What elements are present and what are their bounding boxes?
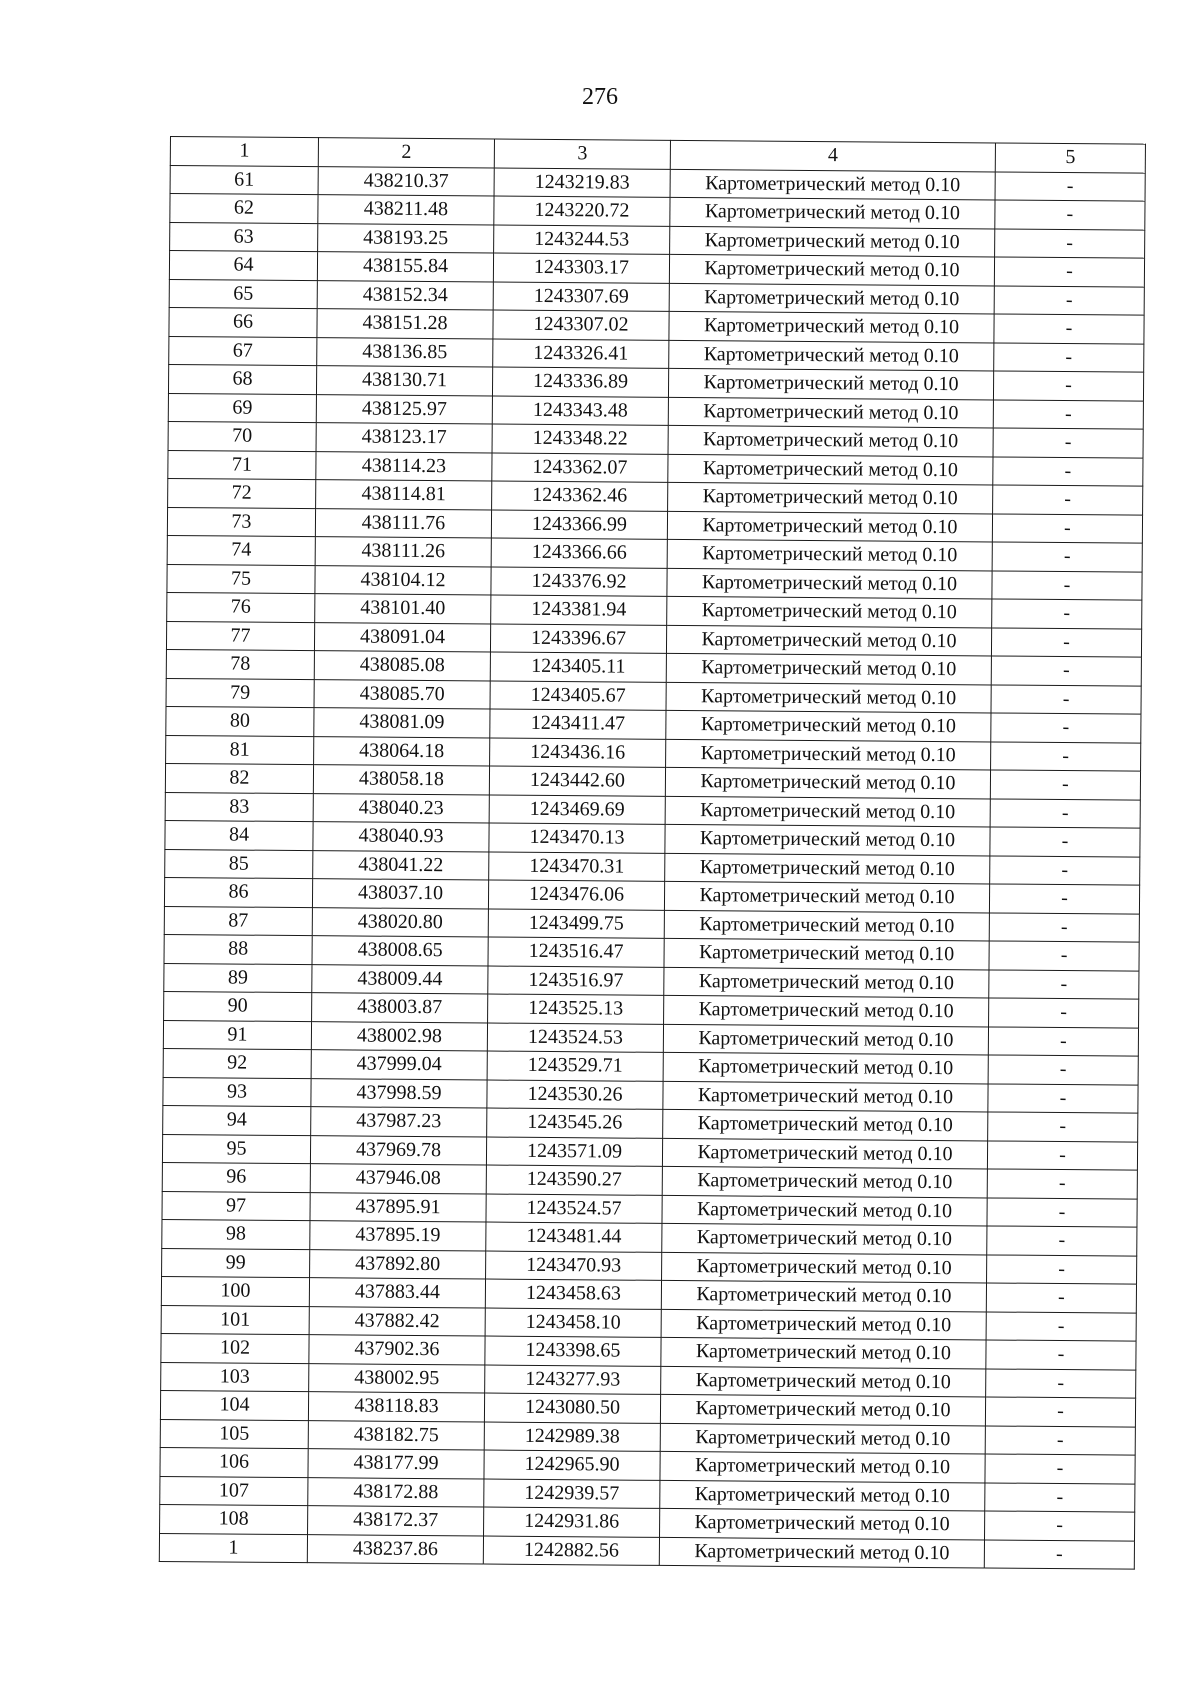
point-number-cell: 63 — [170, 222, 318, 252]
point-number-cell: 82 — [165, 763, 313, 793]
method-cell: Картометрический метод 0.10 — [661, 1337, 986, 1368]
method-cell: Картометрический метод 0.10 — [668, 454, 993, 485]
note-cell: - — [987, 1140, 1137, 1170]
method-cell: Картометрический метод 0.10 — [666, 710, 991, 741]
point-number-cell: 98 — [162, 1219, 310, 1249]
note-cell: - — [995, 200, 1145, 230]
x-coordinate-cell: 438037.10 — [312, 879, 488, 909]
y-coordinate-cell: 1243499.75 — [488, 909, 664, 939]
point-number-cell: 79 — [166, 678, 314, 708]
note-cell: - — [986, 1368, 1136, 1398]
y-coordinate-cell: 1243530.26 — [487, 1080, 663, 1110]
method-cell: Картометрический метод 0.10 — [668, 368, 993, 399]
method-cell: Картометрический метод 0.10 — [660, 1451, 985, 1482]
point-number-cell: 108 — [160, 1504, 308, 1534]
x-coordinate-cell: 438118.83 — [308, 1392, 484, 1422]
y-coordinate-cell: 1243516.97 — [488, 966, 664, 996]
note-cell: - — [989, 884, 1139, 914]
point-number-cell: 78 — [166, 649, 314, 679]
point-number-cell: 91 — [163, 1020, 311, 1050]
table-body — [159, 165, 1145, 1569]
x-coordinate-cell: 438008.65 — [312, 936, 488, 966]
point-number-cell: 80 — [166, 706, 314, 736]
point-number-cell: 67 — [169, 336, 317, 366]
method-cell: Картометрический метод 0.10 — [667, 511, 992, 542]
header-cell: 3 — [494, 139, 670, 169]
method-cell: Картометрический метод 0.10 — [666, 625, 991, 656]
x-coordinate-cell: 438104.12 — [315, 565, 491, 595]
header-cell: 1 — [170, 137, 318, 167]
x-coordinate-cell: 437902.36 — [309, 1335, 485, 1365]
method-cell: Картометрический метод 0.10 — [662, 1195, 987, 1226]
y-coordinate-cell: 1243303.17 — [493, 253, 669, 283]
method-cell: Картометрический метод 0.10 — [662, 1138, 987, 1169]
x-coordinate-cell: 438193.25 — [318, 223, 494, 253]
note-cell: - — [988, 1055, 1138, 1085]
point-number-cell: 71 — [168, 450, 316, 480]
method-cell: Картометрический метод 0.10 — [663, 1052, 988, 1083]
method-cell: Картометрический метод 0.10 — [663, 1109, 988, 1140]
y-coordinate-cell: 1243524.57 — [486, 1194, 662, 1224]
y-coordinate-cell: 1242965.90 — [484, 1450, 660, 1480]
y-coordinate-cell: 1243470.93 — [486, 1251, 662, 1281]
y-coordinate-cell: 1243277.93 — [485, 1365, 661, 1395]
note-cell: - — [993, 485, 1143, 515]
y-coordinate-cell: 1243442.60 — [489, 766, 665, 796]
y-coordinate-cell: 1243516.47 — [488, 937, 664, 967]
note-cell: - — [989, 941, 1139, 971]
method-cell: Картометрический метод 0.10 — [665, 824, 990, 855]
point-number-cell: 84 — [165, 820, 313, 850]
method-cell: Картометрический метод 0.10 — [661, 1309, 986, 1340]
y-coordinate-cell: 1243590.27 — [486, 1165, 662, 1195]
x-coordinate-cell: 438058.18 — [313, 765, 489, 795]
x-coordinate-cell: 438002.95 — [309, 1363, 485, 1393]
note-cell: - — [991, 627, 1141, 657]
method-cell: Картометрический метод 0.10 — [663, 1081, 988, 1112]
x-coordinate-cell: 438020.80 — [312, 907, 488, 937]
x-coordinate-cell: 438114.23 — [316, 451, 492, 481]
y-coordinate-cell: 1243545.26 — [487, 1108, 663, 1138]
y-coordinate-cell: 1243398.65 — [485, 1336, 661, 1366]
y-coordinate-cell: 1243436.16 — [490, 738, 666, 768]
y-coordinate-cell: 1243481.44 — [486, 1222, 662, 1252]
point-number-cell: 103 — [161, 1362, 309, 1392]
method-cell: Картометрический метод 0.10 — [664, 967, 989, 998]
header-cell: 4 — [670, 140, 995, 171]
method-cell: Картометрический метод 0.10 — [660, 1423, 985, 1454]
y-coordinate-cell: 1243220.72 — [494, 196, 670, 226]
point-number-cell: 105 — [160, 1419, 308, 1449]
x-coordinate-cell: 438009.44 — [312, 964, 488, 994]
x-coordinate-cell: 438064.18 — [314, 736, 490, 766]
y-coordinate-cell: 1243405.11 — [490, 652, 666, 682]
y-coordinate-cell: 1243469.69 — [489, 795, 665, 825]
point-number-cell: 66 — [169, 307, 317, 337]
y-coordinate-cell: 1243219.83 — [494, 168, 670, 198]
coordinates-table — [159, 136, 1146, 1570]
method-cell: Картометрический метод 0.10 — [665, 767, 990, 798]
note-cell: - — [987, 1254, 1137, 1284]
method-cell: Картометрический метод 0.10 — [661, 1366, 986, 1397]
x-coordinate-cell: 437895.19 — [310, 1221, 486, 1251]
note-cell: - — [985, 1454, 1135, 1484]
method-cell: Картометрический метод 0.10 — [660, 1480, 985, 1511]
method-cell: Картометрический метод 0.10 — [661, 1280, 986, 1311]
method-cell: Картометрический метод 0.10 — [662, 1223, 987, 1254]
x-coordinate-cell: 438177.99 — [308, 1449, 484, 1479]
note-cell: - — [990, 770, 1140, 800]
method-cell: Картометрический метод 0.10 — [660, 1394, 985, 1425]
method-cell: Картометрический метод 0.10 — [664, 881, 989, 912]
method-cell: Картометрический метод 0.10 — [663, 1024, 988, 1055]
note-cell: - — [994, 285, 1144, 315]
point-number-cell: 97 — [162, 1191, 310, 1221]
note-cell: - — [987, 1197, 1137, 1227]
y-coordinate-cell: 1243376.92 — [491, 567, 667, 597]
page-number: 276 — [582, 84, 618, 110]
point-number-cell: 73 — [167, 507, 315, 537]
method-cell: Картометрический метод 0.10 — [670, 169, 995, 200]
point-number-cell: 92 — [163, 1048, 311, 1078]
method-cell: Картометрический метод 0.10 — [664, 910, 989, 941]
y-coordinate-cell: 1243336.89 — [492, 367, 668, 397]
note-cell: - — [993, 456, 1143, 486]
point-number-cell: 96 — [162, 1162, 310, 1192]
x-coordinate-cell: 438114.81 — [316, 480, 492, 510]
point-number-cell: 89 — [164, 963, 312, 993]
point-number-cell: 85 — [165, 849, 313, 879]
y-coordinate-cell: 1243458.10 — [485, 1308, 661, 1338]
point-number-cell: 101 — [161, 1305, 309, 1335]
point-number-cell: 81 — [166, 735, 314, 765]
x-coordinate-cell: 438182.75 — [308, 1420, 484, 1450]
note-cell: - — [987, 1226, 1137, 1256]
note-cell: - — [989, 912, 1139, 942]
point-number-cell: 93 — [163, 1077, 311, 1107]
note-cell: - — [985, 1397, 1135, 1427]
header-cell: 2 — [318, 138, 494, 168]
point-number-cell: 90 — [164, 991, 312, 1021]
note-cell: - — [989, 998, 1139, 1028]
x-coordinate-cell: 438085.70 — [314, 679, 490, 709]
x-coordinate-cell: 438101.40 — [315, 594, 491, 624]
note-cell: - — [995, 171, 1145, 201]
point-number-cell: 88 — [164, 934, 312, 964]
point-number-cell: 86 — [164, 877, 312, 907]
method-cell: Картометрический метод 0.10 — [662, 1252, 987, 1283]
y-coordinate-cell: 1243080.50 — [484, 1393, 660, 1423]
note-cell: - — [990, 798, 1140, 828]
method-cell: Картометрический метод 0.10 — [659, 1537, 984, 1568]
note-cell: - — [995, 228, 1145, 258]
x-coordinate-cell: 438003.87 — [312, 993, 488, 1023]
point-number-cell: 74 — [167, 535, 315, 565]
note-cell: - — [985, 1482, 1135, 1512]
x-coordinate-cell: 437969.78 — [310, 1135, 486, 1165]
x-coordinate-cell: 437998.59 — [311, 1078, 487, 1108]
note-cell: - — [992, 570, 1142, 600]
note-cell: - — [991, 656, 1141, 686]
method-cell: Картометрический метод 0.10 — [667, 596, 992, 627]
method-cell: Картометрический метод 0.10 — [668, 397, 993, 428]
note-cell: - — [993, 399, 1143, 429]
point-number-cell: 72 — [168, 478, 316, 508]
coordinates-table-container — [159, 136, 1146, 1570]
point-number-cell: 99 — [162, 1248, 310, 1278]
method-cell: Картометрический метод 0.10 — [666, 653, 991, 684]
x-coordinate-cell: 438151.28 — [317, 309, 493, 339]
note-cell: - — [992, 513, 1142, 543]
method-cell: Картометрический метод 0.10 — [660, 1508, 985, 1539]
note-cell: - — [989, 969, 1139, 999]
note-cell: - — [986, 1311, 1136, 1341]
method-cell: Картометрический метод 0.10 — [670, 197, 995, 228]
y-coordinate-cell: 1243362.07 — [492, 453, 668, 483]
x-coordinate-cell: 437946.08 — [310, 1164, 486, 1194]
method-cell: Картометрический метод 0.10 — [669, 311, 994, 342]
x-coordinate-cell: 437987.23 — [311, 1107, 487, 1137]
point-number-cell: 69 — [168, 393, 316, 423]
y-coordinate-cell: 1243244.53 — [494, 225, 670, 255]
x-coordinate-cell: 438130.71 — [316, 366, 492, 396]
note-cell: - — [994, 342, 1144, 372]
x-coordinate-cell: 438211.48 — [318, 195, 494, 225]
x-coordinate-cell: 438040.93 — [313, 822, 489, 852]
point-number-cell: 100 — [161, 1276, 309, 1306]
x-coordinate-cell: 438172.37 — [308, 1506, 484, 1536]
x-coordinate-cell: 438111.26 — [315, 537, 491, 567]
y-coordinate-cell: 1243571.09 — [486, 1137, 662, 1167]
x-coordinate-cell: 437895.91 — [310, 1192, 486, 1222]
point-number-cell: 106 — [160, 1447, 308, 1477]
x-coordinate-cell: 438237.86 — [307, 1534, 483, 1564]
point-number-cell: 61 — [170, 165, 318, 195]
x-coordinate-cell: 438123.17 — [316, 423, 492, 453]
note-cell: - — [991, 741, 1141, 771]
y-coordinate-cell: 1243476.06 — [488, 880, 664, 910]
method-cell: Картометрический метод 0.10 — [664, 938, 989, 969]
y-coordinate-cell: 1243307.02 — [493, 310, 669, 340]
x-coordinate-cell: 438172.88 — [308, 1477, 484, 1507]
x-coordinate-cell: 437882.42 — [309, 1306, 485, 1336]
note-cell: - — [992, 599, 1142, 629]
point-number-cell: 107 — [160, 1476, 308, 1506]
note-cell: - — [994, 257, 1144, 287]
x-coordinate-cell: 438155.84 — [317, 252, 493, 282]
x-coordinate-cell: 438111.76 — [315, 508, 491, 538]
x-coordinate-cell: 438041.22 — [313, 850, 489, 880]
point-number-cell: 94 — [163, 1105, 311, 1135]
y-coordinate-cell: 1243396.67 — [490, 624, 666, 654]
point-number-cell: 62 — [170, 194, 318, 224]
method-cell: Картометрический метод 0.10 — [665, 796, 990, 827]
y-coordinate-cell: 1243405.67 — [490, 681, 666, 711]
point-number-cell: 68 — [168, 364, 316, 394]
x-coordinate-cell: 438136.85 — [317, 337, 493, 367]
x-coordinate-cell: 438081.09 — [314, 708, 490, 738]
y-coordinate-cell: 1243326.41 — [493, 339, 669, 369]
method-cell: Картометрический метод 0.10 — [665, 853, 990, 884]
note-cell: - — [991, 684, 1141, 714]
x-coordinate-cell: 438085.08 — [314, 651, 490, 681]
point-number-cell: 102 — [161, 1333, 309, 1363]
note-cell: - — [992, 542, 1142, 572]
y-coordinate-cell: 1243343.48 — [492, 396, 668, 426]
note-cell: - — [987, 1169, 1137, 1199]
x-coordinate-cell: 437883.44 — [309, 1278, 485, 1308]
note-cell: - — [991, 713, 1141, 743]
point-number-cell: 77 — [166, 621, 314, 651]
x-coordinate-cell: 438091.04 — [314, 622, 490, 652]
note-cell: - — [985, 1425, 1135, 1455]
method-cell: Картометрический метод 0.10 — [662, 1166, 987, 1197]
header-cell: 5 — [995, 143, 1145, 173]
note-cell: - — [984, 1539, 1134, 1569]
method-cell: Картометрический метод 0.10 — [666, 739, 991, 770]
y-coordinate-cell: 1243381.94 — [491, 595, 667, 625]
method-cell: Картометрический метод 0.10 — [667, 568, 992, 599]
x-coordinate-cell: 437892.80 — [310, 1249, 486, 1279]
note-cell: - — [993, 371, 1143, 401]
y-coordinate-cell: 1243470.31 — [489, 852, 665, 882]
method-cell: Картометрический метод 0.10 — [667, 539, 992, 570]
point-number-cell: 64 — [169, 251, 317, 281]
point-number-cell: 65 — [169, 279, 317, 309]
point-number-cell: 70 — [168, 421, 316, 451]
y-coordinate-cell: 1242989.38 — [484, 1422, 660, 1452]
x-coordinate-cell: 438152.34 — [317, 280, 493, 310]
note-cell: - — [993, 428, 1143, 458]
y-coordinate-cell: 1242882.56 — [483, 1536, 659, 1566]
y-coordinate-cell: 1243470.13 — [489, 823, 665, 853]
y-coordinate-cell: 1243411.47 — [490, 709, 666, 739]
method-cell: Картометрический метод 0.10 — [664, 995, 989, 1026]
y-coordinate-cell: 1243525.13 — [488, 994, 664, 1024]
method-cell: Картометрический метод 0.10 — [670, 226, 995, 257]
point-number-cell: 104 — [160, 1390, 308, 1420]
y-coordinate-cell: 1242939.57 — [484, 1479, 660, 1509]
x-coordinate-cell: 438125.97 — [316, 394, 492, 424]
y-coordinate-cell: 1243529.71 — [487, 1051, 663, 1081]
method-cell: Картометрический метод 0.10 — [669, 283, 994, 314]
point-number-cell: 75 — [167, 564, 315, 594]
method-cell: Картометрический метод 0.10 — [666, 682, 991, 713]
note-cell: - — [988, 1026, 1138, 1056]
point-number-cell: 87 — [164, 906, 312, 936]
y-coordinate-cell: 1242931.86 — [484, 1507, 660, 1537]
y-coordinate-cell: 1243348.22 — [492, 424, 668, 454]
method-cell: Картометрический метод 0.10 — [668, 425, 993, 456]
note-cell: - — [990, 855, 1140, 885]
method-cell: Картометрический метод 0.10 — [668, 482, 993, 513]
x-coordinate-cell: 437999.04 — [311, 1050, 487, 1080]
y-coordinate-cell: 1243307.69 — [493, 282, 669, 312]
x-coordinate-cell: 438002.98 — [311, 1021, 487, 1051]
note-cell: - — [986, 1283, 1136, 1313]
y-coordinate-cell: 1243366.99 — [491, 510, 667, 540]
note-cell: - — [988, 1112, 1138, 1142]
point-number-cell: 76 — [167, 592, 315, 622]
x-coordinate-cell: 438040.23 — [313, 793, 489, 823]
y-coordinate-cell: 1243458.63 — [485, 1279, 661, 1309]
y-coordinate-cell: 1243366.66 — [491, 538, 667, 568]
method-cell: Картометрический метод 0.10 — [669, 254, 994, 285]
note-cell: - — [994, 314, 1144, 344]
note-cell: - — [985, 1511, 1135, 1541]
point-number-cell: 95 — [162, 1134, 310, 1164]
note-cell: - — [988, 1083, 1138, 1113]
y-coordinate-cell: 1243524.53 — [487, 1023, 663, 1053]
note-cell: - — [990, 827, 1140, 857]
point-number-cell: 1 — [159, 1533, 307, 1563]
point-number-cell: 83 — [165, 792, 313, 822]
y-coordinate-cell: 1243362.46 — [492, 481, 668, 511]
x-coordinate-cell: 438210.37 — [318, 166, 494, 196]
note-cell: - — [986, 1340, 1136, 1370]
method-cell: Картометрический метод 0.10 — [669, 340, 994, 371]
